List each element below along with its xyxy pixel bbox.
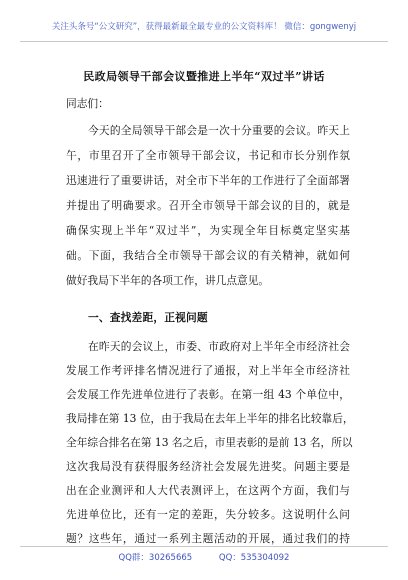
qq-group-2: QQ：535304092 xyxy=(218,553,290,563)
paragraph-line: 发展工作考评排名情况进行了通报，对上半年全市经济社 xyxy=(66,364,350,377)
paragraph-line: 我局排在第 13 位，由于我局在去年上半年的排名比较靠后， xyxy=(66,412,354,425)
paragraph-line: 确保实现上半年“双过半”，为实现全年目标奠定坚实基 xyxy=(66,224,350,237)
salutation: 同志们： xyxy=(66,97,109,110)
header-banner xyxy=(20,12,388,42)
paragraph-line: 会发展工作先进单位进行了表彰。在第一组 43 个单位中， xyxy=(66,388,350,401)
paragraph-line: 全年综合排名在第 13 名之后，市里表彰的是前 13 名，所以 xyxy=(66,436,353,449)
paragraph-line: 础。下面，我结合全市领导干部会议的有关精神，就如何 xyxy=(66,249,350,262)
paragraph-line: 迅速进行了重要讲话，对全市下半年的工作进行了全面部署 xyxy=(66,174,350,187)
paragraph-line: 今天的全局领导干部会是一次十分重要的会议。昨天上 xyxy=(88,124,350,137)
paragraph-line: 先进单位比，还有一定的差距，失分较多。这说明什么问 xyxy=(66,508,350,521)
paragraph-line: 午，市里召开了全市领导干部会议，书记和市长分别作氛 xyxy=(66,149,350,162)
paragraph-line: 并提出了明确要求。召开全市领导干部会议的目的，就是 xyxy=(66,199,350,212)
paragraph-line: 这次我局没有获得服务经济社会发展先进奖。问题主要是 xyxy=(66,460,350,473)
footer-bar xyxy=(20,546,388,570)
paragraph-line: 出在企业测评和人大代表测评上，在这两个方面，我们与 xyxy=(66,484,350,497)
paragraph-line: 做好我局下半年的各项工作，讲几点意见。 xyxy=(66,274,270,287)
paragraph-line: 题？这些年，通过一系列主题活动的开展，通过我们的持 xyxy=(66,532,350,545)
paragraph-line: 在昨天的会议上，市委、市政府对上半年全市经济社会 xyxy=(88,340,350,353)
banner-text: 关注头条号“公文研究”，获得最新最全最专业的公文资料库！ 微信：gongwenyj xyxy=(51,22,357,32)
section-heading: 一、查找差距，正视问题 xyxy=(88,311,208,324)
document-title: 民政局领导干部会议暨推进上半年“双过半”讲话 xyxy=(83,70,325,83)
qq-group-1: QQ群：30265665 xyxy=(118,553,193,563)
